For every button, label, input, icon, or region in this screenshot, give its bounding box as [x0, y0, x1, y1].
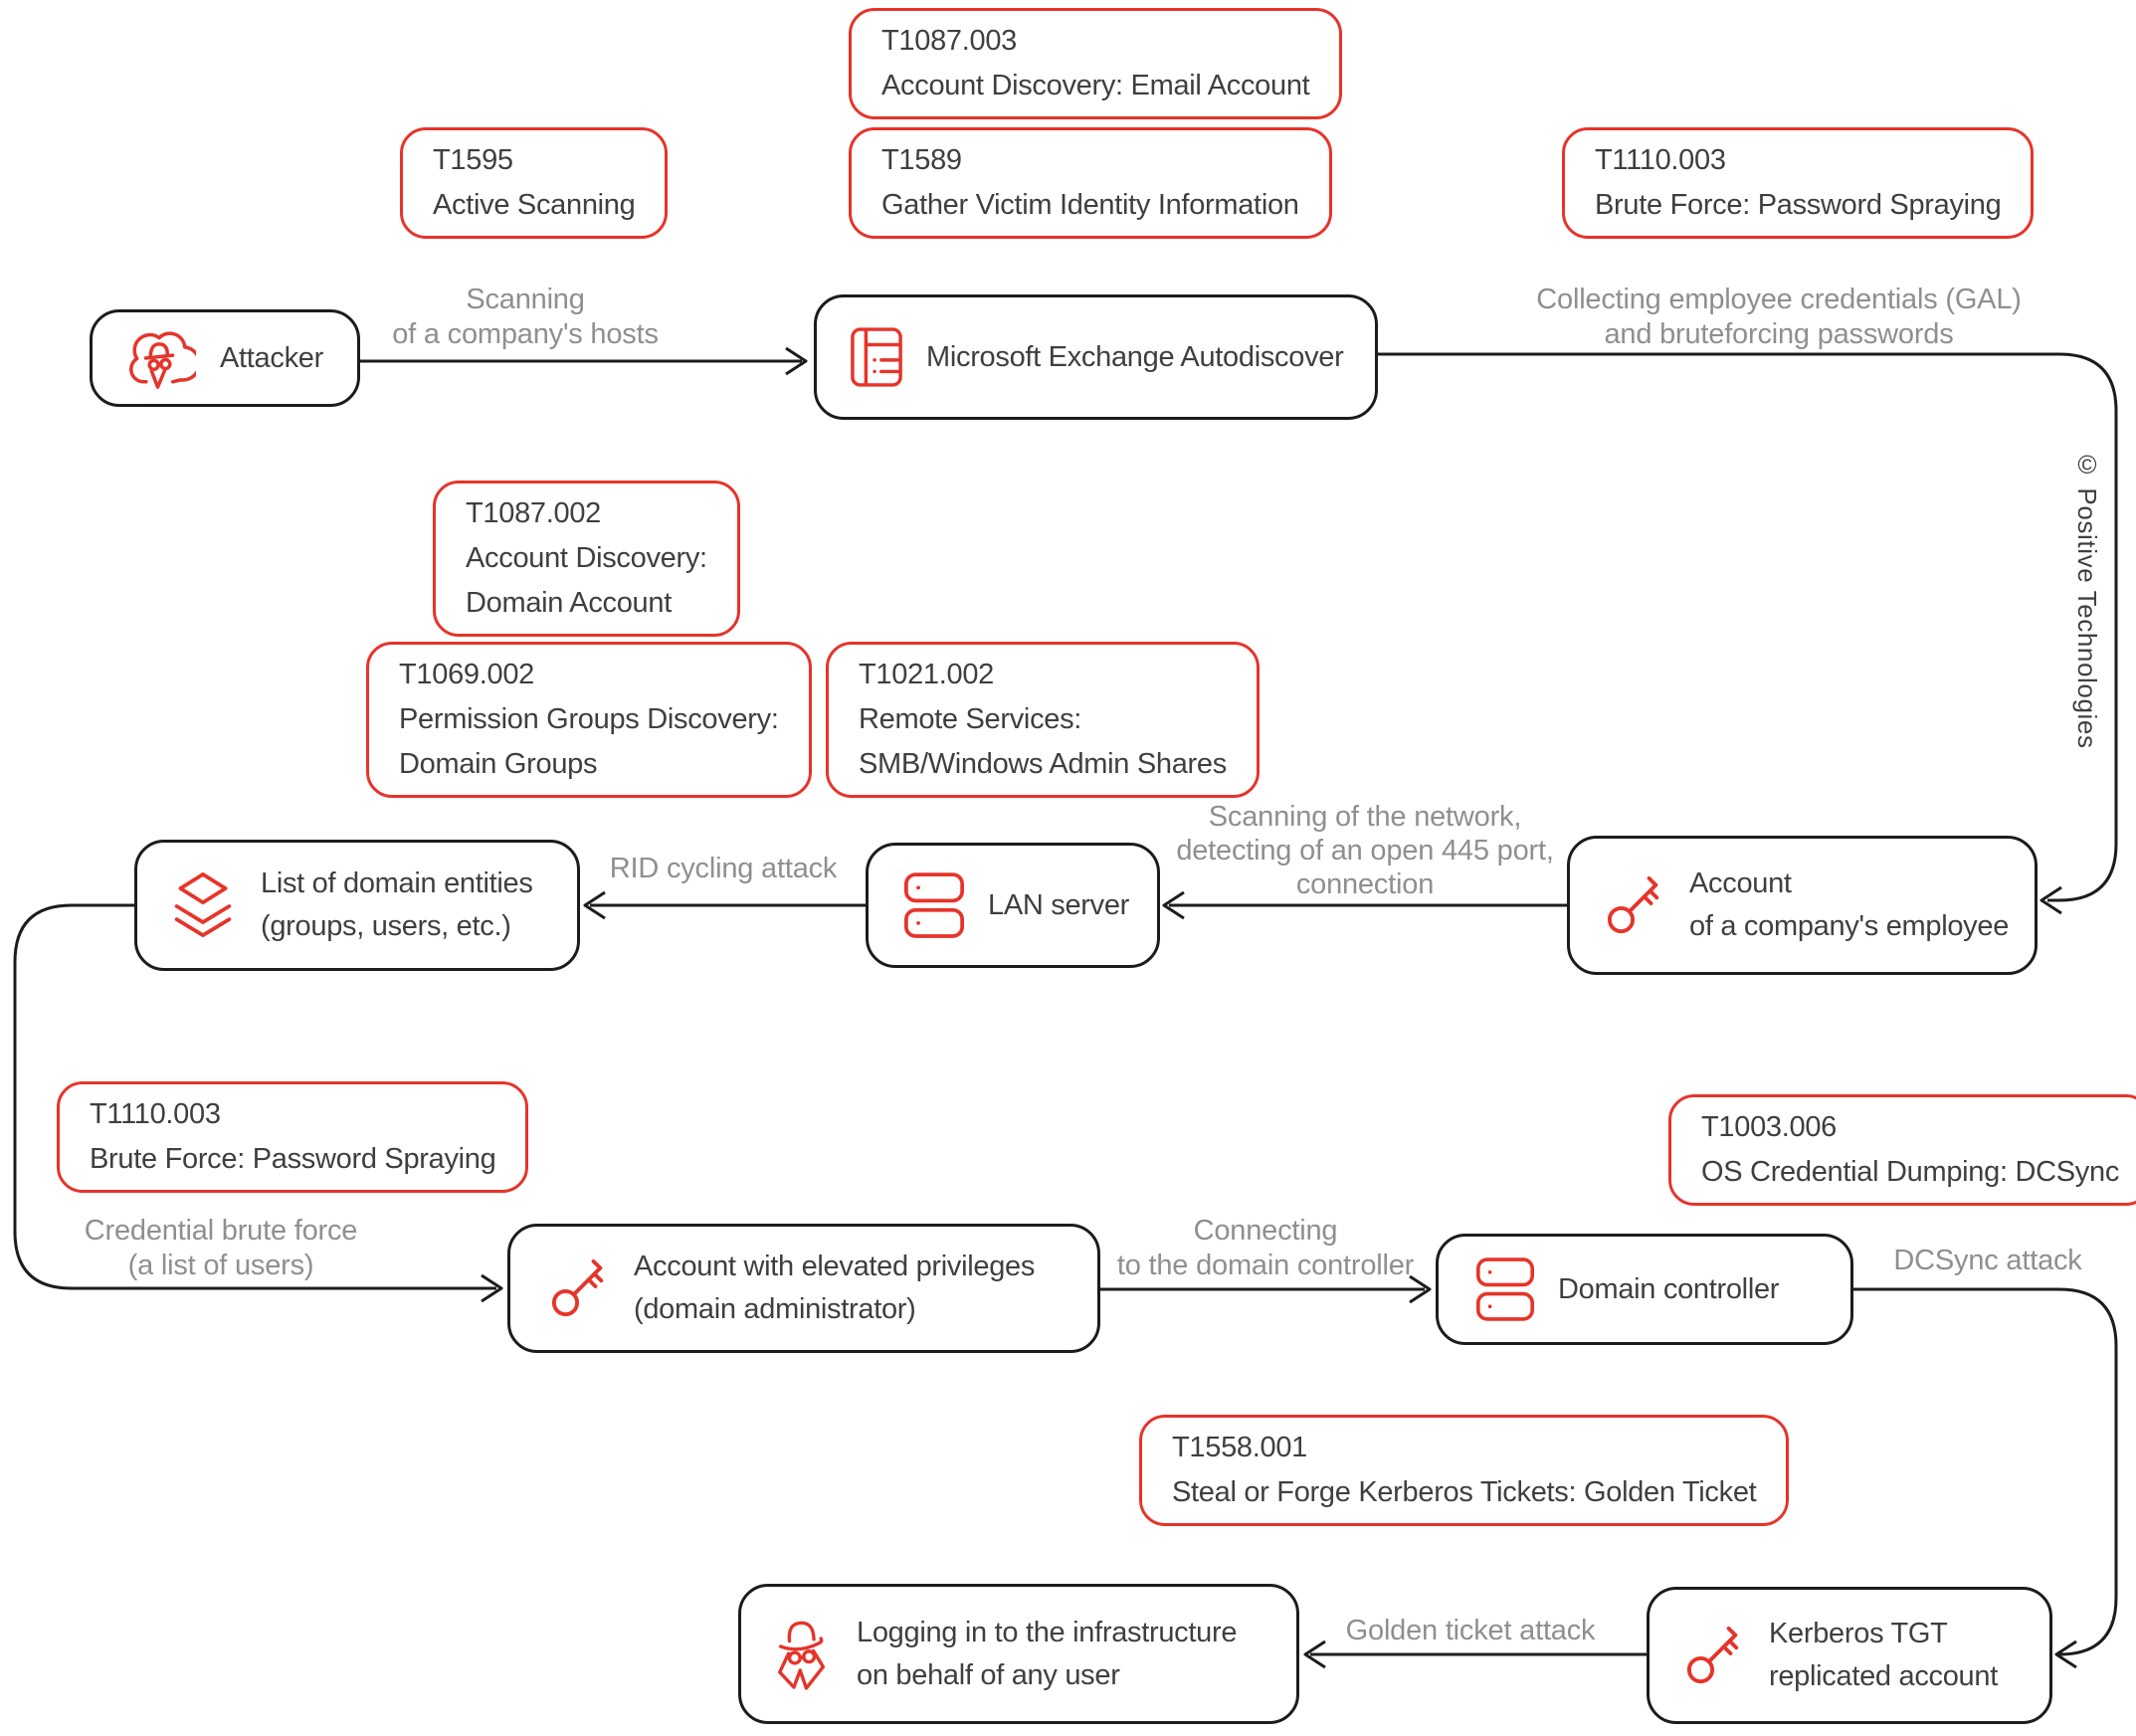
tech-box-t1003-006 — [1668, 1094, 2136, 1206]
node-label: List of domain entities — [261, 868, 533, 899]
node-exchange-autodiscover — [814, 294, 1378, 420]
technique-name: Brute Force: Password Spraying — [1595, 189, 2002, 221]
node-logging-in-as-any-user — [738, 1584, 1299, 1724]
label-line: Connecting — [1193, 1215, 1338, 1247]
tech-box-t1021-002 — [826, 642, 1260, 798]
label-line: and bruteforcing passwords — [1604, 318, 1954, 350]
node-domain-controller — [1436, 1234, 1853, 1345]
technique-id: T1110.003 — [90, 1098, 221, 1130]
technique-name: Active Scanning — [433, 189, 636, 221]
tech-box-t1595 — [400, 127, 668, 239]
technique-name: Domain Account — [466, 587, 672, 619]
node-elevated-account — [507, 1224, 1100, 1353]
edge-lan-server-to-domain-entities — [585, 892, 866, 918]
server-icon — [904, 872, 964, 938]
technique-id: T1595 — [433, 144, 513, 176]
tech-box-t1110-003-top — [1562, 127, 2034, 239]
tech-box-t1087-002 — [433, 481, 740, 637]
key-icon — [550, 1258, 610, 1318]
exchange-table-icon — [851, 327, 902, 387]
technique-name: Account Discovery: Email Account — [881, 70, 1310, 101]
label-line: detecting of an open 445 port, — [1176, 835, 1554, 867]
technique-name: Remote Services: — [859, 703, 1082, 735]
edge-label-rid-cycling — [610, 852, 837, 886]
spy-icon — [769, 1617, 835, 1692]
technique-name: Account Discovery: — [466, 542, 707, 574]
node-attacker — [90, 309, 360, 407]
node-employee-account — [1567, 836, 2038, 975]
label-line: of a company's hosts — [392, 318, 659, 350]
technique-id: T1021.002 — [859, 659, 994, 690]
layers-icon — [163, 872, 243, 938]
node-label: Microsoft Exchange Autodiscover — [926, 340, 1344, 373]
label-line: Credential brute force — [84, 1215, 358, 1247]
node-label: (groups, users, etc.) — [261, 910, 511, 942]
technique-id: T1003.006 — [1701, 1111, 1837, 1143]
technique-id: T1069.002 — [399, 659, 534, 690]
edge-label-collecting-credentials — [1536, 283, 2021, 352]
key-icon — [1685, 1626, 1745, 1685]
spy-cloud-icon — [122, 325, 196, 391]
label-line: (a list of users) — [127, 1250, 314, 1281]
node-label: Account with elevated privileges — [634, 1251, 1036, 1282]
node-kerberos-tgt-account — [1647, 1587, 2052, 1724]
node-domain-entities-list — [134, 840, 580, 971]
edge-label-scanning-network — [1176, 800, 1553, 901]
label-line: Scanning — [466, 284, 585, 315]
node-label: on behalf of any user — [857, 1658, 1120, 1691]
edge-label-connecting-dc — [1117, 1214, 1414, 1283]
technique-name: Steal or Forge Kerberos Tickets: Golden Ticket — [1172, 1476, 1757, 1508]
label-line: Scanning of the network, — [1208, 801, 1522, 833]
node-label: (domain administrator) — [634, 1293, 916, 1325]
technique-name: Domain Groups — [399, 748, 598, 780]
technique-name: OS Credential Dumping: DCSync — [1701, 1156, 2120, 1188]
node-label: replicated account — [1769, 1660, 1998, 1692]
label-line: Golden ticket attack — [1345, 1615, 1596, 1646]
node-label: Kerberos TGT — [1769, 1618, 1948, 1649]
edge-label-dcsync-attack — [1893, 1244, 2081, 1278]
node-label: Logging in to the infrastructure — [857, 1616, 1238, 1648]
technique-name: Brute Force: Password Spraying — [90, 1143, 496, 1175]
edge-label-scanning-hosts — [392, 283, 659, 352]
node-label: Domain controller — [1558, 1272, 1780, 1305]
node-label: LAN server — [988, 888, 1130, 921]
technique-id: T1589 — [881, 144, 962, 176]
tech-box-t1069-002 — [366, 642, 812, 798]
node-label: Attacker — [220, 341, 323, 374]
label-line: DCSync attack — [1893, 1245, 2082, 1276]
technique-id: T1110.003 — [1595, 144, 1726, 176]
key-icon — [1606, 875, 1665, 935]
tech-box-t1087-003 — [849, 8, 1342, 119]
technique-name: Gather Victim Identity Information — [881, 189, 1299, 221]
technique-name: Permission Groups Discovery: — [399, 703, 779, 735]
technique-id: T1558.001 — [1172, 1432, 1307, 1463]
tech-box-t1589 — [849, 127, 1332, 239]
technique-name: SMB/Windows Admin Shares — [859, 748, 1227, 780]
label-line: to the domain controller — [1116, 1250, 1415, 1281]
label-line: RID cycling attack — [609, 853, 838, 884]
technique-id: T1087.002 — [466, 497, 601, 529]
label-line: connection — [1295, 868, 1435, 900]
edge-label-golden-ticket — [1346, 1614, 1596, 1648]
node-label: Account — [1689, 868, 1792, 899]
label-line: Collecting employee credentials (GAL) — [1536, 284, 2022, 315]
edge-label-credential-brute-force — [85, 1214, 357, 1283]
tech-box-t1558-001 — [1139, 1415, 1789, 1526]
server-icon — [1476, 1257, 1534, 1321]
copyright-text: © Positive Technologies — [2072, 450, 2102, 749]
node-lan-server — [866, 843, 1160, 968]
tech-box-t1110-003-left — [57, 1081, 528, 1193]
technique-id: T1087.003 — [881, 25, 1017, 57]
node-label: of a company's employee — [1689, 910, 2010, 942]
